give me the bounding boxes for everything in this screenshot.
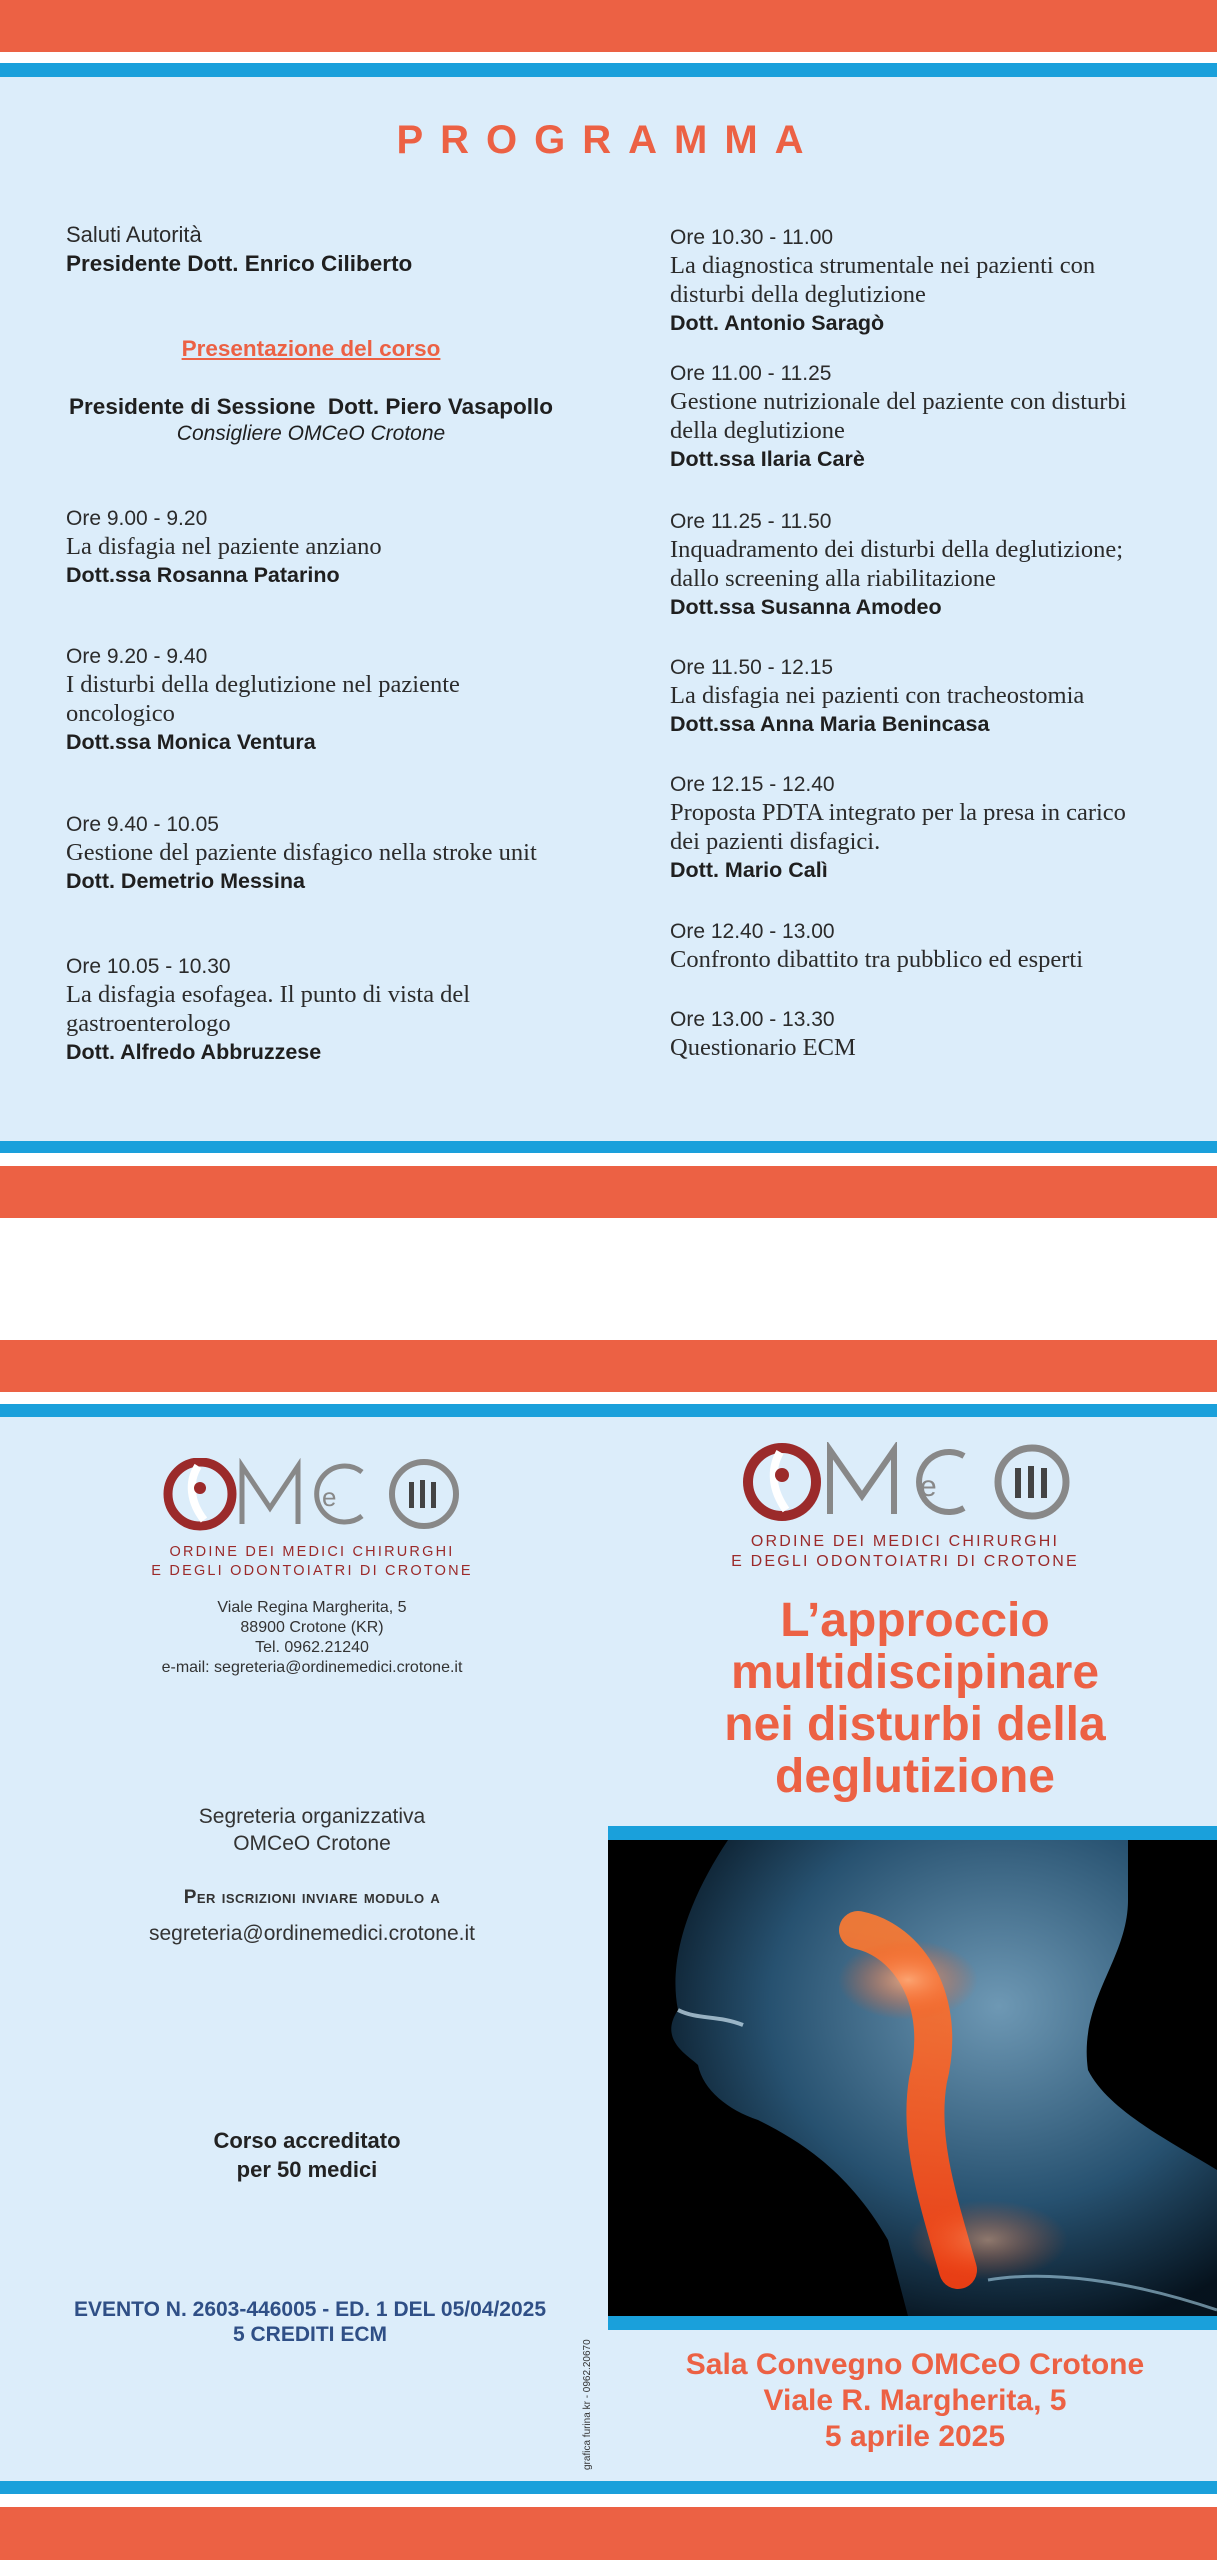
session-speaker: Dott.ssa Monica Ventura (66, 730, 316, 754)
mid-blue-band-2 (0, 1404, 1217, 1417)
grafica-credit: grafica furina kr - 0962.20670 (582, 2339, 593, 2470)
logo-line-2: E DEGLI ODONTOIATRI DI CROTONE (151, 1563, 473, 1579)
image-top-band (608, 1826, 1217, 1840)
bottom-blue-band (0, 2481, 1217, 2494)
svg-text:e: e (920, 1470, 937, 1503)
session-time: Ore 11.25 - 11.50 (670, 510, 832, 533)
session-right-1 (670, 224, 1200, 338)
session-topic: La disfagia nei pazienti con tracheostomia (670, 682, 1085, 709)
event-date: 5 aprile 2025 (824, 2420, 1006, 2453)
session-right-6 (670, 918, 1200, 974)
address-line: Viale Regina Margherita, 5 (217, 1599, 407, 1616)
session-speaker: Dott. Mario Calì (670, 858, 828, 882)
email-line: e-mail: segreteria@ordinemedici.crotone.it (161, 1659, 463, 1676)
session-topic: disturbi della deglutizione (670, 281, 926, 308)
session-left-2 (66, 643, 586, 757)
session-topic: dallo screening alla riabilitazione (670, 565, 996, 592)
session-time: Ore 11.50 - 12.15 (670, 656, 834, 679)
session-time: Ore 10.30 - 11.00 (670, 226, 834, 249)
session-speaker: Dott.ssa Anna Maria Benincasa (670, 712, 990, 736)
session-speaker: Dott. Demetrio Messina (66, 869, 305, 893)
presidente-label: Presidente Dott. Enrico Ciliberto (66, 251, 413, 276)
session-left-4 (66, 953, 586, 1067)
venue-block (615, 2347, 1215, 2455)
session-topic: Inquadramento dei disturbi della deglutizione; (670, 536, 1124, 563)
iscrizioni-label: Per iscrizioni inviare modulo a (183, 1887, 441, 1908)
address-line: Tel. 0962.21240 (255, 1639, 369, 1656)
segreteria-org: OMCeO Crotone (233, 1832, 391, 1855)
logo-line-1: ORDINE DEI MEDICI CHIRURGHI (169, 1544, 455, 1560)
session-right-4 (670, 654, 1200, 739)
course-title-line: nei disturbi della (724, 1698, 1106, 1751)
top-blue-band (0, 63, 1217, 77)
session-topic: dei pazienti disfagici. (670, 828, 881, 855)
accreditato-line: per 50 medici (236, 2157, 378, 2182)
course-title-line: L’approccio (780, 1594, 1050, 1647)
session-speaker: Dott.ssa Ilaria Carè (670, 447, 865, 471)
session-time: Ore 12.40 - 13.00 (670, 920, 835, 943)
logo-line-1: ORDINE DEI MEDICI CHIRURGHI (750, 1533, 1060, 1550)
session-speaker: Dott. Alfredo Abbruzzese (66, 1040, 322, 1064)
segreteria-label: Segreteria organizzativa (198, 1805, 426, 1828)
crediti-ecm: 5 CREDITI ECM (232, 2323, 387, 2346)
bottom-orange-band (0, 2507, 1217, 2560)
session-topic: Confronto dibattito tra pubblico ed esperti (670, 946, 1084, 973)
session-right-5 (670, 771, 1200, 885)
session-right-7 (670, 1006, 1200, 1062)
session-time: Ore 9.20 - 9.40 (66, 645, 208, 668)
omceo-logo-icon (742, 1442, 1072, 1524)
session-topic: Gestione del paziente disfagico nella stroke unit (66, 839, 537, 866)
session-topic: oncologico (66, 700, 175, 727)
address-block (112, 1598, 512, 1678)
iscrizioni-email: segreteria@ordinemedici.crotone.it (149, 1922, 475, 1945)
session-topic: della deglutizione (670, 417, 845, 444)
evento-block (60, 2297, 560, 2347)
session-speaker: Dott. Antonio Saragò (670, 311, 885, 335)
session-speaker: Dott.ssa Susanna Amodeo (670, 595, 942, 619)
mid-orange-band-1 (0, 1166, 1217, 1218)
accreditato-line: Corso accreditato (213, 2128, 401, 2153)
venue-line: Sala Convegno OMCeO Crotone (685, 2348, 1145, 2381)
session-right-2 (670, 360, 1200, 474)
session-topic: Questionario ECM (670, 1034, 856, 1061)
course-title (615, 1595, 1215, 1803)
logo-line-2: E DEGLI ODONTOIATRI DI CROTONE (731, 1553, 1079, 1570)
svg-text:e: e (322, 1482, 337, 1512)
mid-blue-band-1 (0, 1141, 1217, 1153)
top-orange-band (0, 0, 1217, 52)
session-time: Ore 9.00 - 9.20 (66, 507, 208, 530)
mid-orange-band-2 (0, 1340, 1217, 1392)
course-title-line: deglutizione (775, 1750, 1055, 1803)
session-topic: Proposta PDTA integrato per la presa in carico (670, 799, 1126, 826)
session-right-3 (670, 508, 1200, 622)
session-time: Ore 11.00 - 11.25 (670, 362, 832, 385)
session-topic: gastroenterologo (66, 1010, 231, 1037)
session-time: Ore 12.15 - 12.40 (670, 773, 835, 796)
address-line: 88900 Crotone (KR) (240, 1619, 384, 1636)
omceo-logo-icon (162, 1458, 462, 1534)
session-time: Ore 13.00 - 13.30 (670, 1008, 835, 1031)
session-topic: I disturbi della deglutizione nel paziente (66, 671, 460, 698)
omceo-logo-front (742, 1442, 1072, 1524)
presentazione-del-corso: Presentazione del corso (181, 336, 441, 361)
evento-number: EVENTO N. 2603-446005 - ED. 1 DEL 05/04/2025 (74, 2298, 546, 2321)
course-title-line: multidiscipinare (730, 1646, 1100, 1699)
session-time: Ore 9.40 - 10.05 (66, 813, 219, 836)
session-time: Ore 10.05 - 10.30 (66, 955, 231, 978)
venue-address: Viale R. Margherita, 5 (763, 2384, 1067, 2417)
session-topic: La disfagia esofagea. Il punto di vista del (66, 981, 471, 1008)
accreditato-block (112, 2126, 502, 2184)
saluti-autorita: Saluti Autorità (66, 222, 202, 247)
session-topic: Gestione nutrizionale del paziente con disturbi (670, 388, 1127, 415)
image-bottom-band (608, 2316, 1217, 2330)
throat-xray-image (608, 1840, 1217, 2316)
programma-title: PROGRAMMA (396, 118, 821, 162)
session-left-3 (66, 811, 606, 896)
session-speaker: Dott.ssa Rosanna Patarino (66, 563, 340, 587)
presidente-sessione: Presidente di Sessione Dott. Piero Vasapollo (69, 394, 553, 419)
session-topic: La diagnostica strumentale nei pazienti con (670, 252, 1096, 279)
consigliere-omceo: Consigliere OMCeO Crotone (176, 422, 446, 445)
throat-xray-illustration (608, 1840, 1217, 2316)
session-left-1 (66, 505, 586, 590)
session-topic: La disfagia nel paziente anziano (66, 533, 382, 560)
omceo-logo-back (162, 1458, 462, 1534)
segreteria-block (112, 1803, 512, 1857)
